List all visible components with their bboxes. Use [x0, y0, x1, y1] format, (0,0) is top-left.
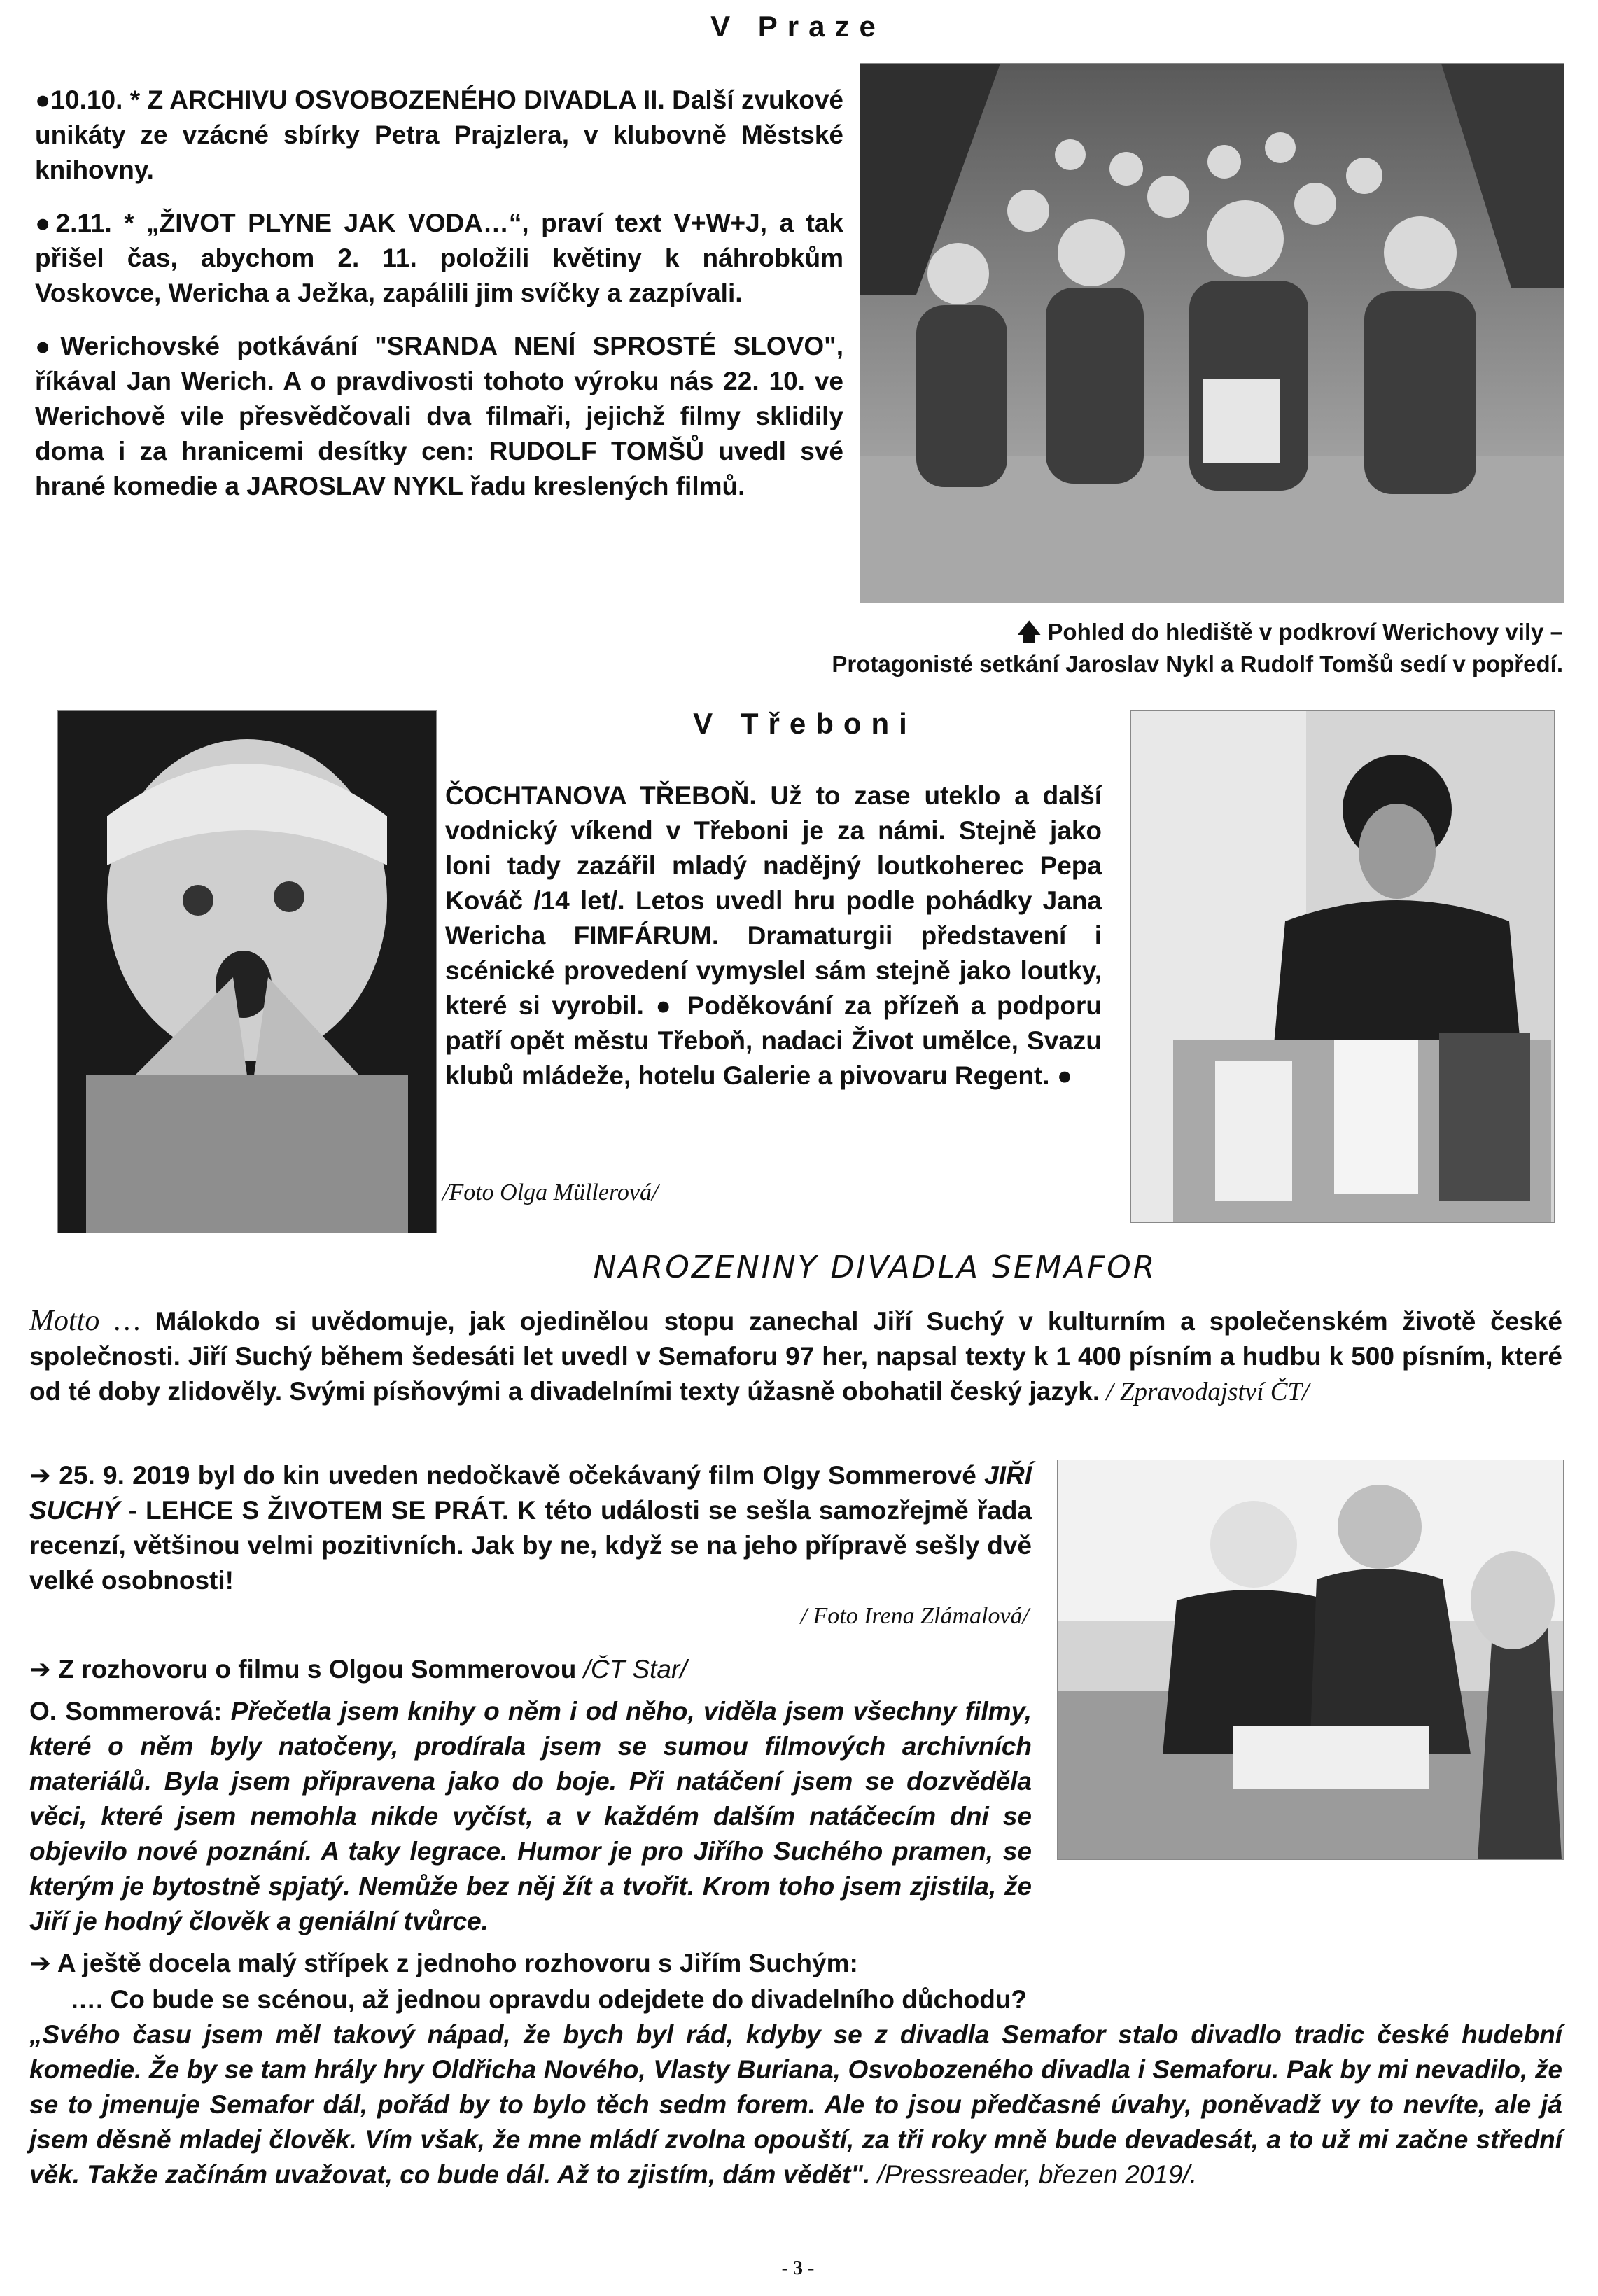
page-number: - 3 -	[781, 2258, 815, 2279]
section-title-trebon: V Třeboni	[693, 707, 917, 740]
photo-caption-praha: 🡅 Pohled do hlediště v podkroví Werichovy vily – Protagonisté setkání Jaroslav Nykl a Rudolf Tomšů sedí v popředí.	[832, 618, 1563, 677]
praha-item-sranda: ●Werichovské potkávání "SRANDA NENÍ SPROSTÉ SLOVO", říkával Jan Werich. A o pravdivosti tohoto výroku nás 22. 10. ve Werichově vile přesvědčovali dva filmaři, jejichž filmy sklidily doma i za hranicemi desítky cen: RUDOLF TOMŠŮ uvedl své hrané komedie a JAROSLAV NYKL řadu kreslených filmů.	[35, 332, 843, 500]
section-title-praha: V Praze	[710, 10, 885, 43]
bullet-icon: ●	[655, 991, 676, 1020]
arrow-right-icon: ➔	[29, 1948, 52, 1978]
praha-item-zivot-plyne: ●2.11. * „ŽIVOT PLYNE JAK VODA…“, praví text V+W+J, a tak přišel čas, abychom 2. 11. položili květiny k náhrobkům Voskovce, Wericha a Ježka, zapálili jim svíčky a zazpívali.	[35, 209, 843, 307]
photo-child-face-paint	[57, 710, 437, 1233]
semafor-interview-label: ➔ Z rozhovoru o filmu s Olgou Sommerovou /ČT Star/	[29, 1654, 687, 1684]
bullet-icon: ●	[1056, 1061, 1073, 1090]
photo-credit-semafor: / Foto Irena Zlámalová/	[800, 1603, 1029, 1629]
semafor-fragment: ➔ A ještě docela malý střípek z jednoho rozhovoru s Jiřím Suchým: …. Co bude se scénou, až jednou opravdu odejdete do divadelního důchodu? „Svého času jsem měl takový nápad, že bych byl rád, kdyby se z divadla Semafor stalo divadlo tradic české hudební komedie. Že by se tam hrály hry Oldřicha Nového, Vlasty Buriana, Osvobozeného divadla i Semaforu. Pak by mi nevadilo, že se to jmenuje Semafor dál, pořád by to bylo těch sedm forem. Ale to jsou předčasné úvahy, poněvadž vy to nevíte, ale já jsem děsně mladej člověk. Vím však, že mne mládí zvolna opouští, za tři roky mně bude devadesát, a to už mi začne střední věk. Takže začínám uvažovat, co bude dál. Až to zjistím, dám vědět". /Pressreader, březen 2019/.	[29, 1946, 1562, 2192]
section-title-semafor: NAROZENINY DIVADLA SEMAFOR	[593, 1250, 1157, 1285]
praha-column	[35, 83, 843, 504]
semafor-sommerova-quote: O. Sommerová: Přečetla jsem knihy o něm i od něho, viděla jsem všechny filmy, které o něm byly natočeny, prodírala jsem se sumou filmových archivních materiálů. Byla jsem připravena jako do boje. Při natáčení jsem se dozvěděla věci, které jsem nemohla nikde vyčíst, a v každém dalším natáčecím dni se objevilo nové poznání. A taky legrace. Humor je pro Jiřího Suchého pramen, se kterým je bytostně spjatý. Nemůže bez něj žít a tvořit. Krom toho jsem zjistila, že Jiří je hodný člověk a geniální tvůrce.	[29, 1697, 1032, 1935]
semafor-answer: „Svého času jsem měl takový nápad, že bych byl rád, kdyby se z divadla Semafor stalo divadlo tradic české hudební komedie. Že by se tam hrály hry Oldřicha Nového, Vlasty Buriana, Osvobozeného divadla i Semaforu. Pak by mi nevadilo, že se to jmenuje Semafor dál, pořád by to bylo těch sedm forem. Ale to jsou předčasné úvahy, poněvadž vy to nevíte, ale já jsem děsně mladej člověk. Vím však, že mne mládí zvolna opouští, za tři roky mně bude devadesát, a to už mi začne střední věk. Takže začínám uvažovat, co bude dál. Až to zjistím, dám vědět". /Pressreader, březen 2019/.	[29, 2020, 1562, 2189]
arrow-right-icon: ➔	[29, 1654, 52, 1684]
photo-puppeteer	[1130, 710, 1555, 1223]
arrow-up-icon: 🡅	[1017, 618, 1042, 645]
bullet-icon: ●	[35, 332, 61, 360]
trebon-article: ČOCHTANOVA TŘEBOŇ. Už to zase uteklo a další vodnický víkend v Třeboni je za námi. Stejně jako loni tady zazářil mladý nadějný loutkoherec Pepa Kováč /14 let/. Letos uvedl hru podle pohádky Jana Wericha FIMFÁRUM. Dramaturgii představení i scénické provedení vymyslel sám stejně jako loutky, které si vyrobil. ● Poděkování za přízeň a podporu patří opět městu Třeboň, nadaci Život umělce, Svazu klubů mládeže, hotelu Galerie a pivovaru Regent. ●	[445, 781, 1102, 1090]
bullet-icon: ●	[35, 85, 51, 114]
praha-item-archiv: ●10.10. * Z ARCHIVU OSVOBOZENÉHO DIVADLA II. Další zvukové unikáty ze vzácné sbírky Petra Prajzlera, v klubovně Městské knihovny.	[35, 85, 843, 184]
semafor-motto: Motto … Málokdo si uvědomuje, jak ojedinělou stopu zanechal Jiří Suchý v kulturním a společenském životě české společnosti. Jiří Suchý během šedesáti let uvedl v Semaforu 97 her, napsal texty k 1 400 písním a hudbu k 500 písním, které od té doby zlidověly. Svými písňovými a divadelními texty úžasně obohatil český jazyk. / Zpravodajství ČT/	[29, 1305, 1563, 1406]
semafor-question: …. Co bude se scénou, až jednou opravdu odejdete do divadelního důchodu?	[70, 1985, 1028, 2014]
photo-audience-werich-villa	[860, 63, 1564, 603]
trebon-column	[445, 778, 1102, 1093]
photo-suchy-sommerova	[1057, 1460, 1564, 1860]
bullet-icon: ●	[35, 209, 56, 237]
semafor-film-paragraph: ➔ 25. 9. 2019 byl do kin uveden nedočkavě očekávaný film Olgy Sommerové JIŘÍ SUCHÝ - LEHCE S ŽIVOTEM SE PRÁT. K této události se sešla samozřejmě řada recenzí, většinou velmi pozitivních. Jak by ne, když se na jeho přípravě sešly dvě velké osobnosti!	[29, 1460, 1032, 1595]
photo-credit-trebon: /Foto Olga Müllerová/	[442, 1180, 659, 1205]
arrow-right-icon: ➔	[29, 1460, 52, 1490]
